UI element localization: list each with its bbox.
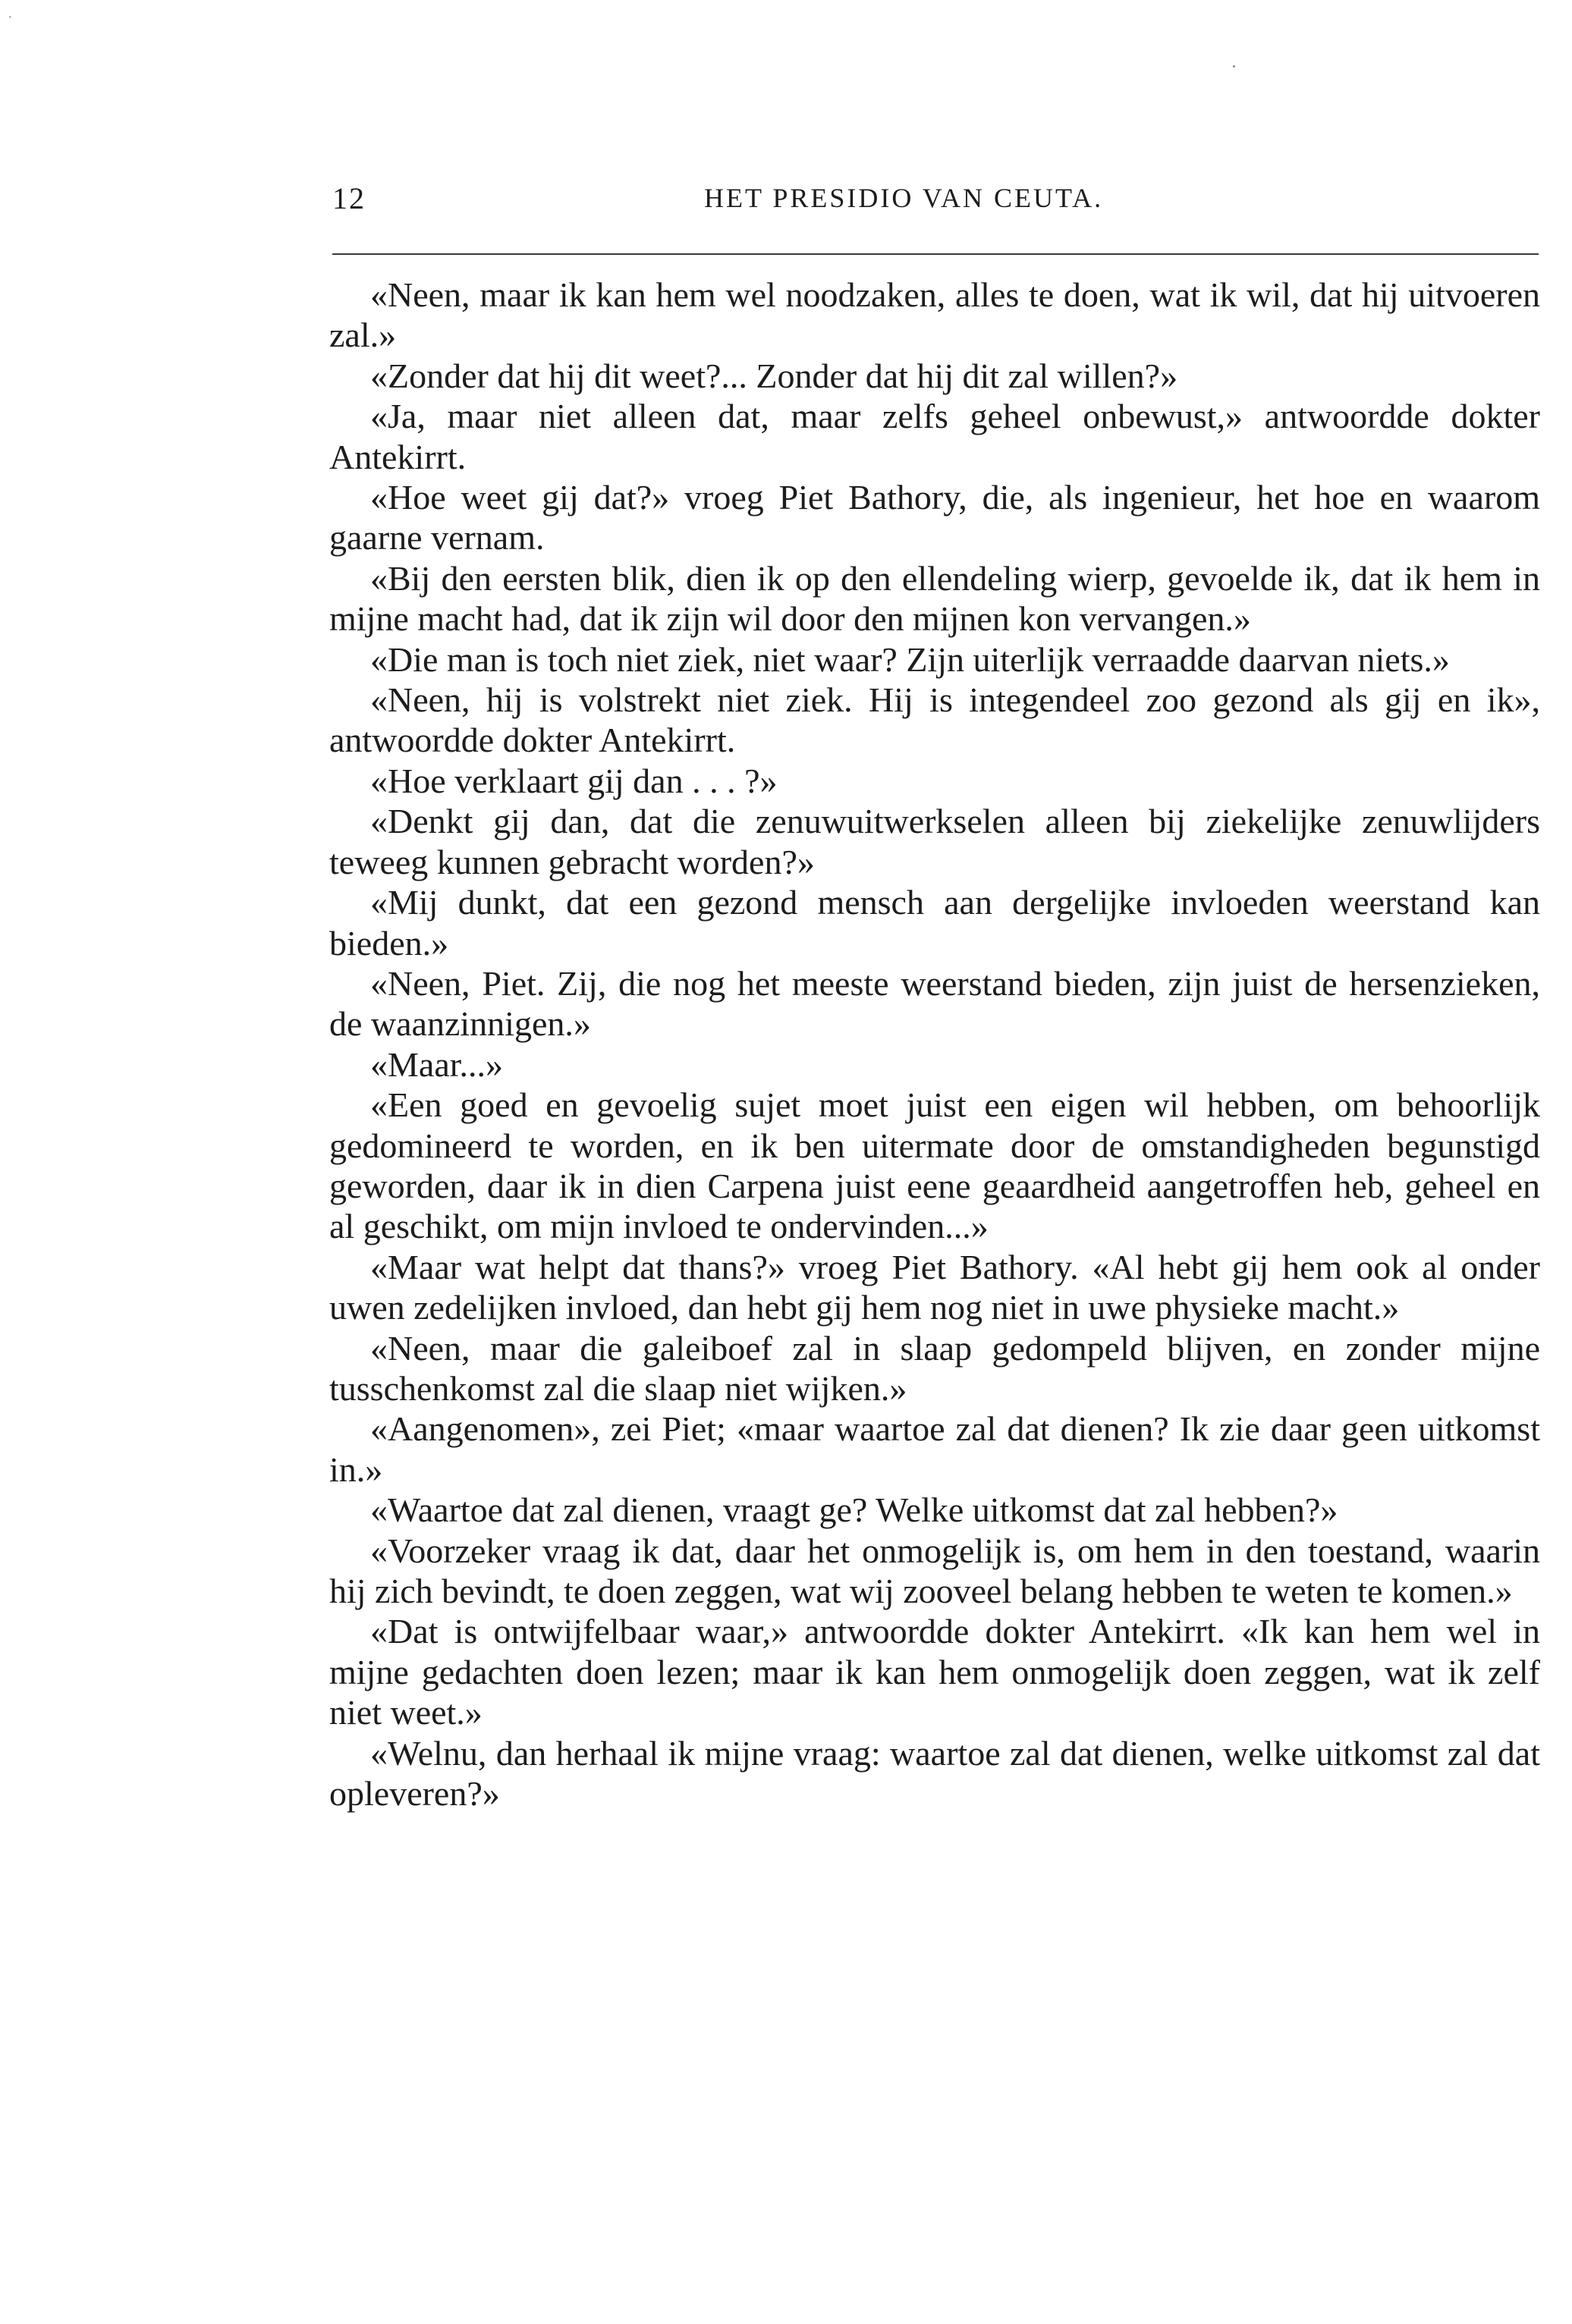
paragraph: «Voorzeker vraag ik dat, daar het onmogelijk is, om hem in den toestand, waarin hij zich bevindt, te doen zeggen, wat wij zooveel belang hebben te weten te komen.»	[329, 1531, 1540, 1610]
paragraph: «Mij dunkt, dat een gezond mensch aan dergelijke invloeden weerstand kan bieden.»	[329, 883, 1540, 963]
paragraph: «Bij den eersten blik, dien ik op den ellendeling wierp, gevoelde ik, dat ik hem in mijne macht had, dat ik zijn wil door den mijnen kon vervangen.»	[329, 558, 1540, 639]
scan-speck-decoration: ·	[8, 9, 13, 26]
paragraph: «Waartoe dat zal dienen, vraagt ge? Welke uitkomst dat zal hebben?»	[370, 1490, 1338, 1530]
header-rule	[332, 253, 1539, 255]
running-title: HET PRESIDIO VAN CEUTA.	[704, 183, 1104, 213]
body-text	[329, 275, 1540, 1814]
paragraph: «Neen, maar ik kan hem wel noodzaken, alles te doen, wat ik wil, dat hij uitvoeren zal.»	[329, 275, 1540, 355]
page-number: 12	[332, 181, 366, 215]
paragraph: «Welnu, dan herhaal ik mijne vraag: waartoe zal dat dienen, welke uitkomst zal dat opleveren?»	[329, 1733, 1540, 1814]
paragraph: «Een goed en gevoelig sujet moet juist een eigen wil hebben, om behoorlijk gedomineerd te worden, en ik ben uitermate door de omstandigheden begunstigd geworden, daar ik in dien Carpena juist eene geaardheid aangetroffen heb, geheel en al geschikt, om mijn invloed te ondervinden...»	[329, 1085, 1540, 1246]
paragraph: «Hoe weet gij dat?» vroeg Piet Bathory, die, als ingenieur, het hoe en waarom gaarne vernam.	[329, 478, 1540, 557]
paragraph: «Die man is toch niet ziek, niet waar? Zijn uiterlijk verraadde daarvan niets.»	[370, 639, 1450, 679]
paragraph: «Maar wat helpt dat thans?» vroeg Piet Bathory. «Al hebt gij hem ook al onder uwen zedelijken invloed, dan hebt gij hem nog niet in uwe physieke macht.»	[329, 1247, 1540, 1327]
paragraph: «Aangenomen», zei Piet; «maar waartoe zal dat dienen? Ik zie daar geen uitkomst in.»	[329, 1409, 1540, 1489]
paragraph: «Neen, Piet. Zij, die nog het meeste weerstand bieden, zijn juist de hersenzieken, de waanzinnigen.»	[329, 963, 1540, 1044]
paragraph: «Ja, maar niet alleen dat, maar zelfs geheel onbewust,» antwoordde dokter Antekirrt.	[329, 397, 1540, 476]
paragraph: «Dat is ontwijfelbaar waar,» antwoordde dokter Antekirrt. «Ik kan hem wel in mijne gedachten doen lezen; maar ik kan hem onmogelijk doen zeggen, wat ik zelf niet weet.»	[329, 1612, 1540, 1732]
paragraph: «Neen, hij is volstrekt niet ziek. Hij is integendeel zoo gezond als gij en ik», antwoordde dokter Antekirrt.	[329, 680, 1540, 760]
paragraph: «Hoe verklaart gij dan . . . ?»	[370, 761, 778, 800]
page-header	[332, 181, 1546, 226]
paragraph: «Zonder dat hij dit weet?... Zonder dat hij dit zal willen?»	[370, 356, 1178, 395]
paper-speck-decoration	[1233, 65, 1235, 68]
paragraph: «Neen, maar die galeiboef zal in slaap gedompeld blijven, en zonder mijne tusschenkomst zal die slaap niet wijken.»	[329, 1328, 1540, 1408]
paragraph: «Denkt gij dan, dat die zenuwuitwerkselen alleen bij ziekelijke zenuwlijders teweeg kunnen gebracht worden?»	[329, 802, 1540, 881]
paragraph: «Maar...»	[370, 1044, 504, 1084]
